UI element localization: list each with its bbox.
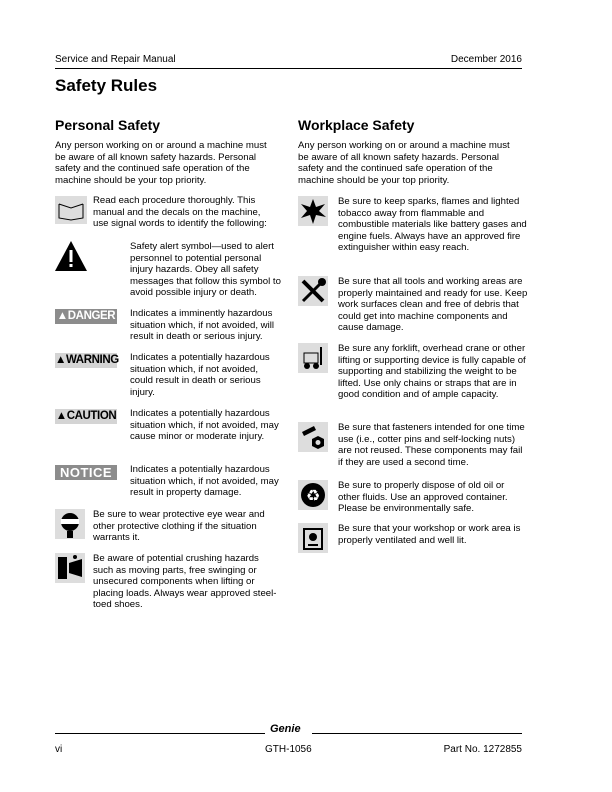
workplace-item-text: Be sure to keep sparks, flames and lighted tobacco away from flammable and combustible materials like battery gases and engine fuels. Always have an approved fire extinguisher within easy reach. xyxy=(338,196,527,254)
genie-logo: Genie xyxy=(270,723,301,735)
personal-item-text: Be sure to wear protective eye wear and other protective clothing if the situation warrants it. xyxy=(93,509,265,544)
svg-text:♻: ♻ xyxy=(305,486,321,505)
caution-label: ▲CAUTION xyxy=(55,410,117,422)
workplace-intro: Any person working on or around a machine must be aware of all known safety hazards. Personal safety and the continued safe operation of the machine should be your top priority. xyxy=(298,140,510,186)
personal-intro: Any person working on or around a machine must be aware of all known safety hazards. Personal safety and the continued safe operation of the machine should be your top priority. xyxy=(55,140,267,186)
workplace-item-text: Be sure any forklift, overhead crane or other lifting or supporting device is fully capable of supporting and stabilizing the weight to be lifted. Use only chains or straps that are in good condition and of ample capacity. xyxy=(338,343,526,401)
header-manual-title: Service and Repair Manual xyxy=(55,54,176,65)
header-date: December 2016 xyxy=(450,54,522,65)
page-title: Safety Rules xyxy=(55,76,158,95)
workplace-item-text: Be sure that all tools and working areas are properly maintained and ready for use. Keep work surfaces clean and free of debris that could get into machine components and cause damage. xyxy=(338,276,528,334)
warning-label: ▲WARNING xyxy=(55,354,119,366)
tools-icon xyxy=(298,276,328,306)
part-number: Part No. 1272855 xyxy=(443,744,522,755)
personal-item-text: Read each procedure thoroughly. This manual and the decals on the machine, use signal words to identify the following: xyxy=(93,195,267,230)
workplace-item-text: Be sure to properly dispose of old oil or other fluids. Use an approved container. Please be environmentally safe. xyxy=(338,480,508,515)
danger-label: ▲DANGER xyxy=(56,310,116,322)
personal-item-text: Indicates a potentially hazardous situation which, if not avoided, may cause minor or moderate injury. xyxy=(130,408,279,443)
personal-item-text: Safety alert symbol—used to alert personnel to potential personal injury hazards. Obey all safety messages that follow this symbol to avoid possible injury or death. xyxy=(130,241,281,299)
header-rule xyxy=(55,68,522,69)
forklift-icon xyxy=(298,343,328,373)
recycle-icon xyxy=(298,480,328,510)
workplace-item-text: Be sure that your workshop or work area is properly ventilated and well lit. xyxy=(338,523,521,546)
workplace-safety-heading: Workplace Safety xyxy=(298,117,415,133)
footer-rule-right xyxy=(312,733,522,734)
personal-item-text: Be aware of potential crushing hazards such as moving parts, free swinging or unsecured components when lifting or placing loads. Always wear approved steel-toed shoes. xyxy=(93,553,277,611)
personal-item-text: Indicates a potentially hazardous situation which, if not avoided, may result in property damage. xyxy=(130,464,279,499)
safety-alert-icon xyxy=(54,240,88,272)
personal-safety-heading: Personal Safety xyxy=(55,117,161,133)
protective-gear-icon xyxy=(55,509,85,539)
book-icon xyxy=(55,196,87,224)
notice-label: NOTICE xyxy=(55,465,117,480)
personal-item-text: Indicates a potentially hazardous situation which, if not avoided, could result in death or serious injury. xyxy=(130,352,270,398)
personal-item-text: Indicates a imminently hazardous situation which, if not avoided, will result in death or serious injury. xyxy=(130,308,274,343)
crush-hazard-icon xyxy=(55,553,85,583)
ventilation-icon xyxy=(298,523,328,553)
model-number: GTH-1056 xyxy=(265,744,312,755)
fasteners-icon xyxy=(298,422,328,452)
explosion-icon xyxy=(298,196,328,226)
page-number: vi xyxy=(55,744,63,755)
workplace-item-text: Be sure that fasteners intended for one time use (i.e., cotter pins and self-locking nuts) are not reused. These components may fail if they are used a second time. xyxy=(338,422,525,468)
footer-rule-left xyxy=(55,733,265,734)
